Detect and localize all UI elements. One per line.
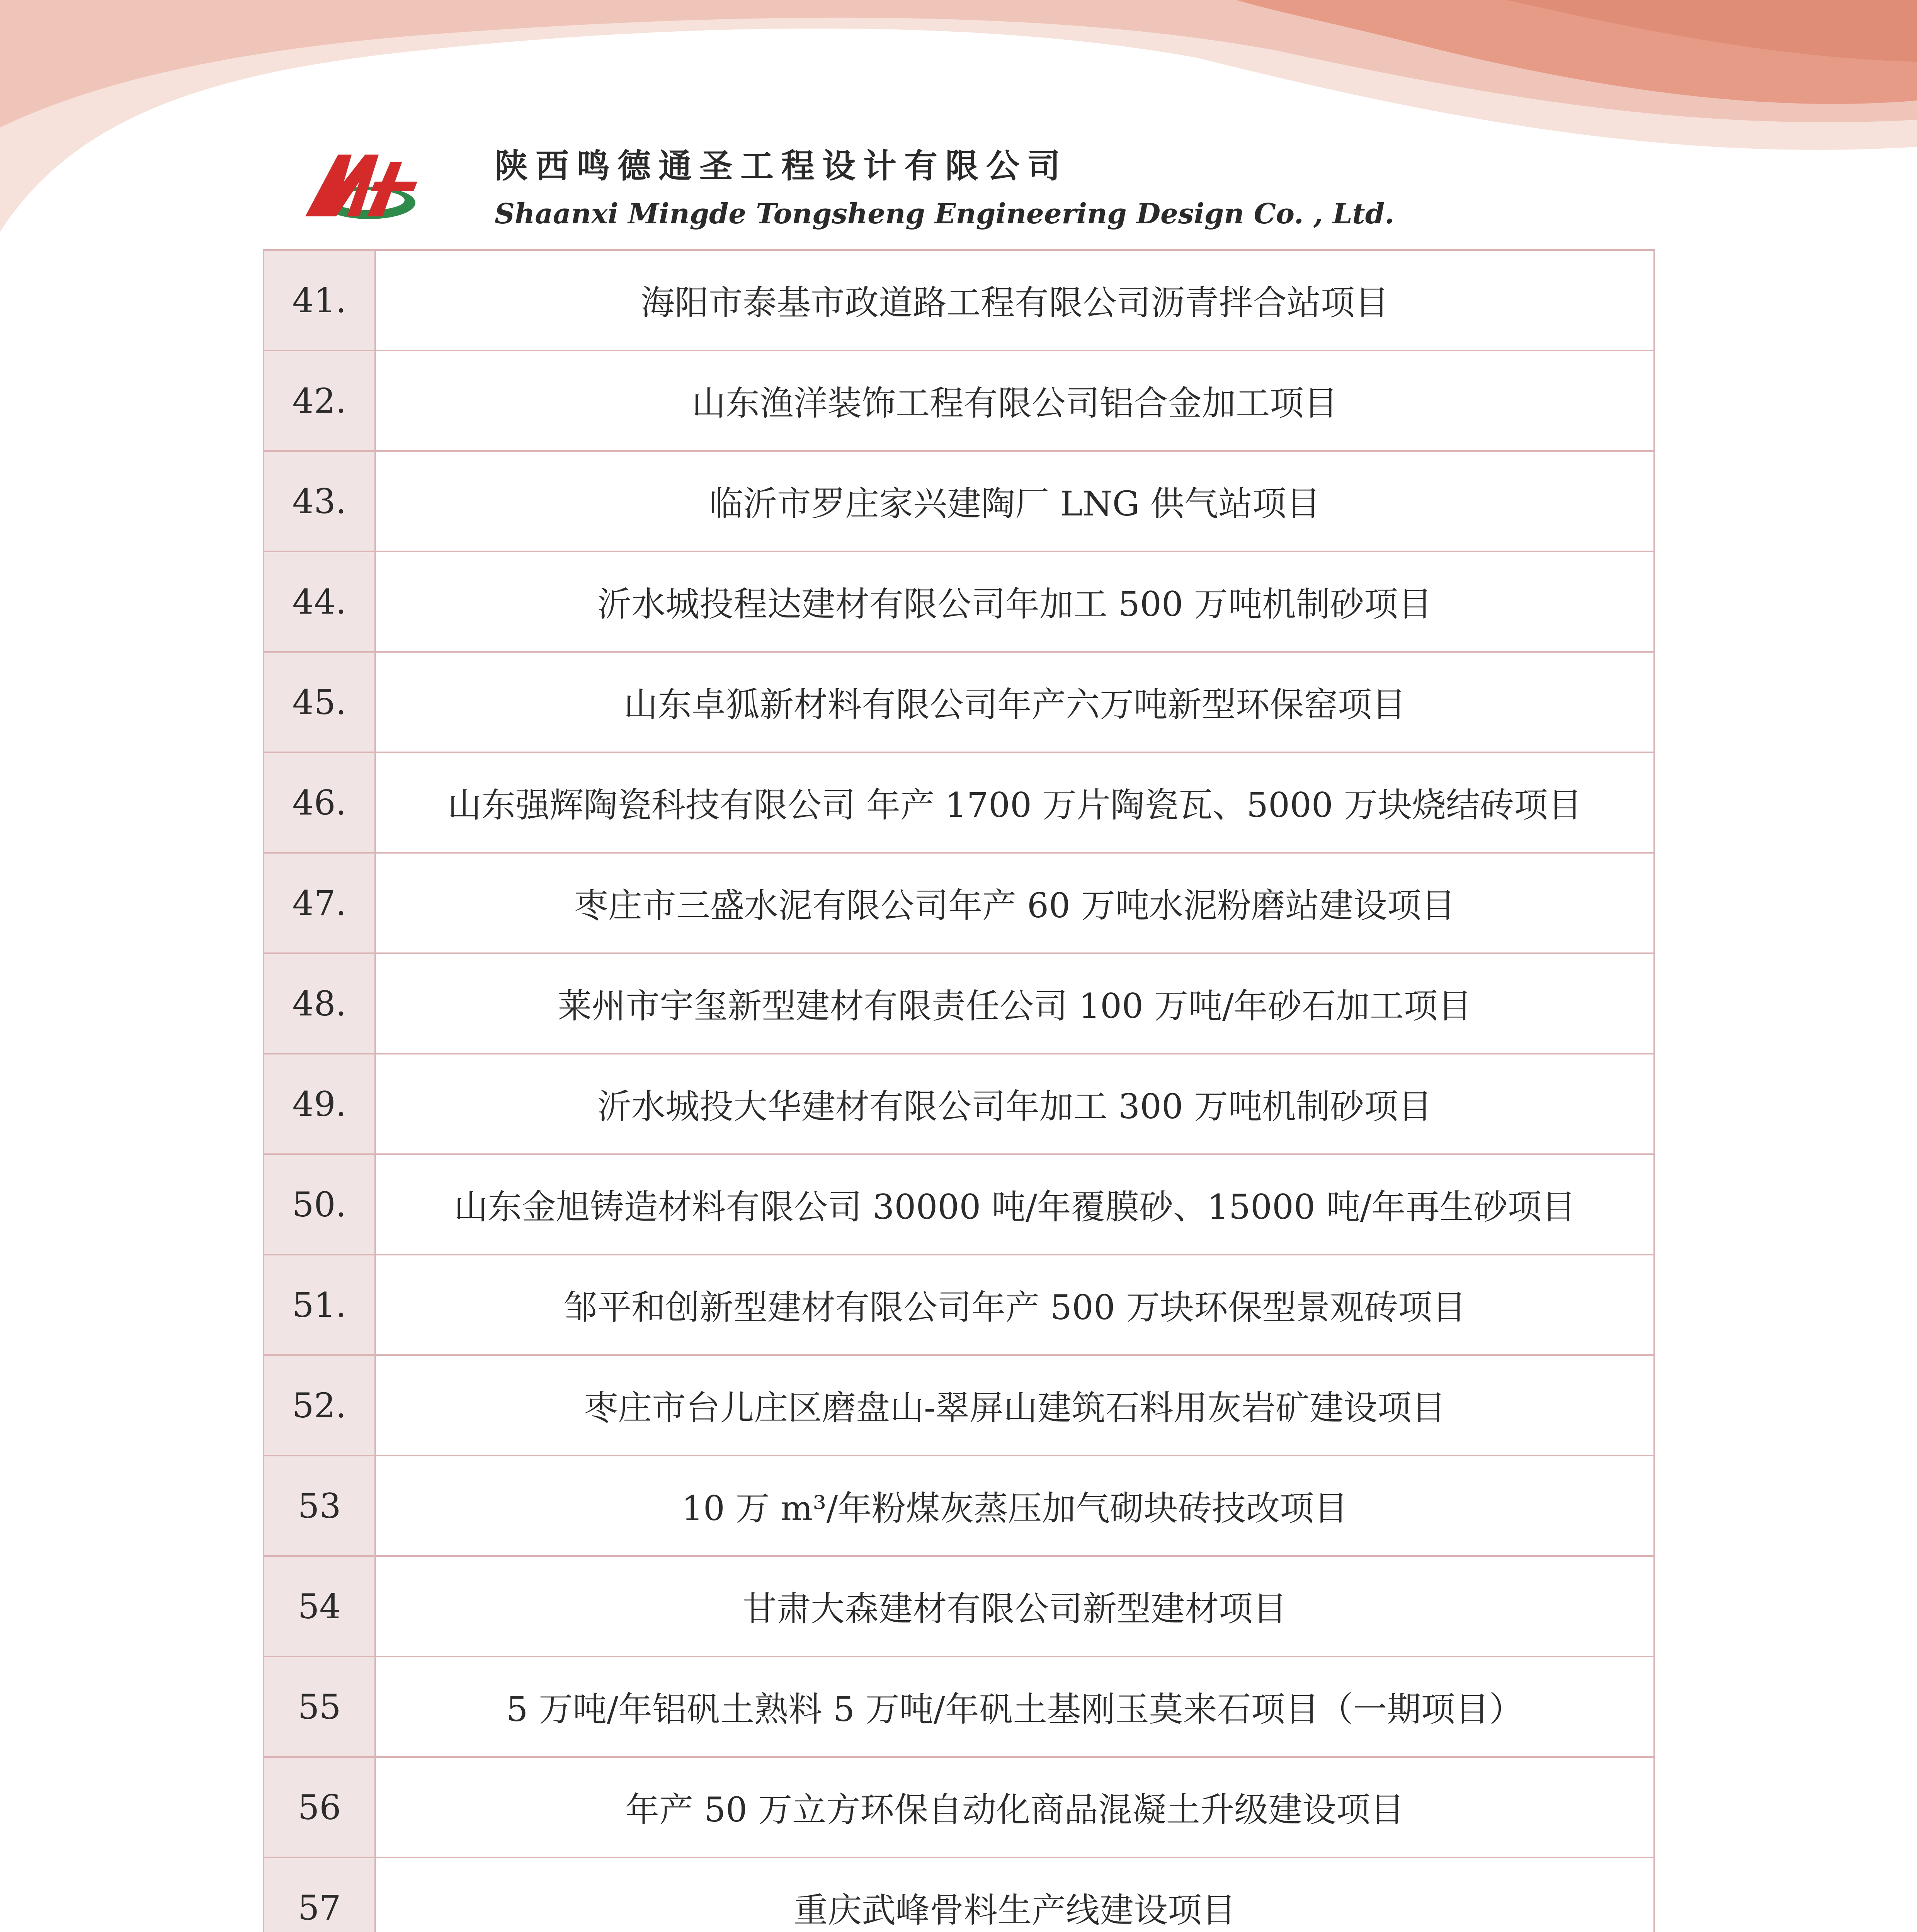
table-row	[264, 752, 1654, 853]
table-row	[264, 1255, 1654, 1355]
project-name: 莱州市宇玺新型建材有限责任公司 100 万吨/年砂石加工项目	[375, 953, 1654, 1054]
company-logo-icon	[301, 139, 421, 224]
project-name: 沂水城投大华建材有限公司年加工 300 万吨机制砂项目	[375, 1054, 1654, 1154]
project-name: 10 万 m³/年粉煤灰蒸压加气砌块砖技改项目	[375, 1456, 1654, 1556]
table-row	[264, 1656, 1654, 1757]
row-number: 47.	[264, 853, 375, 953]
project-name: 临沂市罗庄家兴建陶厂 LNG 供气站项目	[375, 451, 1654, 551]
row-number: 50.	[264, 1154, 375, 1255]
table-row	[264, 1154, 1654, 1255]
row-number: 45.	[264, 652, 375, 752]
project-name: 邹平和创新型建材有限公司年产 500 万块环保型景观砖项目	[375, 1255, 1654, 1355]
table-row	[264, 451, 1654, 551]
row-number: 52.	[264, 1355, 375, 1456]
row-number: 49.	[264, 1054, 375, 1154]
project-name: 5 万吨/年铝矾土熟料 5 万吨/年矾土基刚玉莫来石项目（一期项目）	[375, 1656, 1654, 1757]
row-number: 53	[264, 1456, 375, 1556]
row-number: 51.	[264, 1255, 375, 1355]
project-name: 山东卓狐新材料有限公司年产六万吨新型环保窑项目	[375, 652, 1654, 752]
row-number: 57	[264, 1857, 375, 1932]
page-header	[301, 139, 1615, 240]
row-number: 41.	[264, 250, 375, 350]
project-name: 枣庄市三盛水泥有限公司年产 60 万吨水泥粉磨站建设项目	[375, 853, 1654, 953]
table-row	[264, 853, 1654, 953]
row-number: 44.	[264, 551, 375, 652]
table-row	[264, 1355, 1654, 1456]
project-list-body	[264, 250, 1654, 1932]
project-name: 山东金旭铸造材料有限公司 30000 吨/年覆膜砂、15000 吨/年再生砂项目	[375, 1154, 1654, 1255]
row-number: 48.	[264, 953, 375, 1054]
company-name-english: Shaanxi Mingde Tongsheng Engineering Design Co. , Ltd.	[495, 197, 1395, 230]
table-row	[264, 1556, 1654, 1656]
project-list-table	[263, 249, 1655, 1932]
row-number: 43.	[264, 451, 375, 551]
row-number: 46.	[264, 752, 375, 853]
table-row	[264, 551, 1654, 652]
project-name: 海阳市泰基市政道路工程有限公司沥青拌合站项目	[375, 250, 1654, 350]
table-row	[264, 1857, 1654, 1932]
row-number: 56	[264, 1757, 375, 1857]
table-row	[264, 1456, 1654, 1556]
project-name: 重庆武峰骨料生产线建设项目	[375, 1857, 1654, 1932]
table-row	[264, 1054, 1654, 1154]
project-name: 山东强辉陶瓷科技有限公司 年产 1700 万片陶瓷瓦、5000 万块烧结砖项目	[375, 752, 1654, 853]
row-number: 55	[264, 1656, 375, 1757]
project-name: 甘肃大森建材有限公司新型建材项目	[375, 1556, 1654, 1656]
project-name: 沂水城投程达建材有限公司年加工 500 万吨机制砂项目	[375, 551, 1654, 652]
table-row	[264, 350, 1654, 451]
table-row	[264, 1757, 1654, 1857]
project-name: 枣庄市台儿庄区磨盘山-翠屏山建筑石料用灰岩矿建设项目	[375, 1355, 1654, 1456]
table-row	[264, 652, 1654, 752]
project-name: 年产 50 万立方环保自动化商品混凝土升级建设项目	[375, 1757, 1654, 1857]
table-row	[264, 250, 1654, 350]
row-number: 54	[264, 1556, 375, 1656]
project-name: 山东渔洋装饰工程有限公司铝合金加工项目	[375, 350, 1654, 451]
row-number: 42.	[264, 350, 375, 451]
table-row	[264, 953, 1654, 1054]
company-name-chinese: 陕西鸣德通圣工程设计有限公司	[495, 147, 1068, 185]
